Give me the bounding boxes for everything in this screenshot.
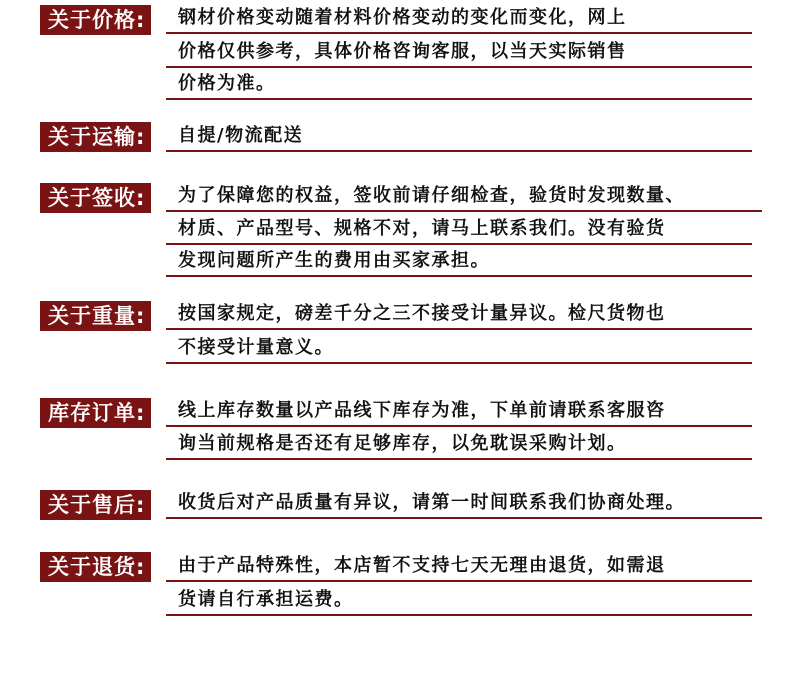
notice-label: 关于签收: [40, 183, 151, 213]
notice-line: 询当前规格是否还有足够库存，以免耽误采购计划。 [166, 426, 752, 460]
notice-label: 库存订单: [40, 398, 151, 428]
notice-line: 由于产品特殊性，本店暂不支持七天无理由退货，如需退 [166, 548, 752, 582]
notice-line: 材质、产品型号、规格不对，请马上联系我们。没有验货 [166, 211, 752, 245]
notice-line: 自提/物流配送 [166, 118, 752, 152]
notice-line: 发现问题所产生的费用由买家承担。 [166, 243, 752, 277]
notice-line: 货请自行承担运费。 [166, 582, 752, 616]
notice-line: 价格仅供参考，具体价格咨询客服，以当天实际销售 [166, 34, 752, 68]
notice-line: 线上库存数量以产品线下库存为准，下单前请联系客服咨 [166, 393, 752, 427]
notice-label: 关于售后: [40, 490, 151, 520]
notice-label: 关于重量: [40, 301, 151, 331]
notice-line: 收货后对产品质量有异议，请第一时间联系我们协商处理。 [166, 485, 762, 519]
notice-label: 关于运输: [40, 122, 151, 152]
notice-line: 为了保障您的权益，签收前请仔细检查，验货时发现数量、 [166, 178, 762, 212]
notice-line: 按国家规定，磅差千分之三不接受计量异议。检尺货物也 [166, 296, 752, 330]
notice-label: 关于退货: [40, 552, 151, 582]
notice-line: 价格为准。 [166, 66, 752, 100]
notice-line: 不接受计量意义。 [166, 330, 752, 364]
notice-label: 关于价格: [40, 5, 151, 35]
notice-line: 钢材价格变动随着材料价格变动的变化而变化，网上 [166, 0, 752, 34]
